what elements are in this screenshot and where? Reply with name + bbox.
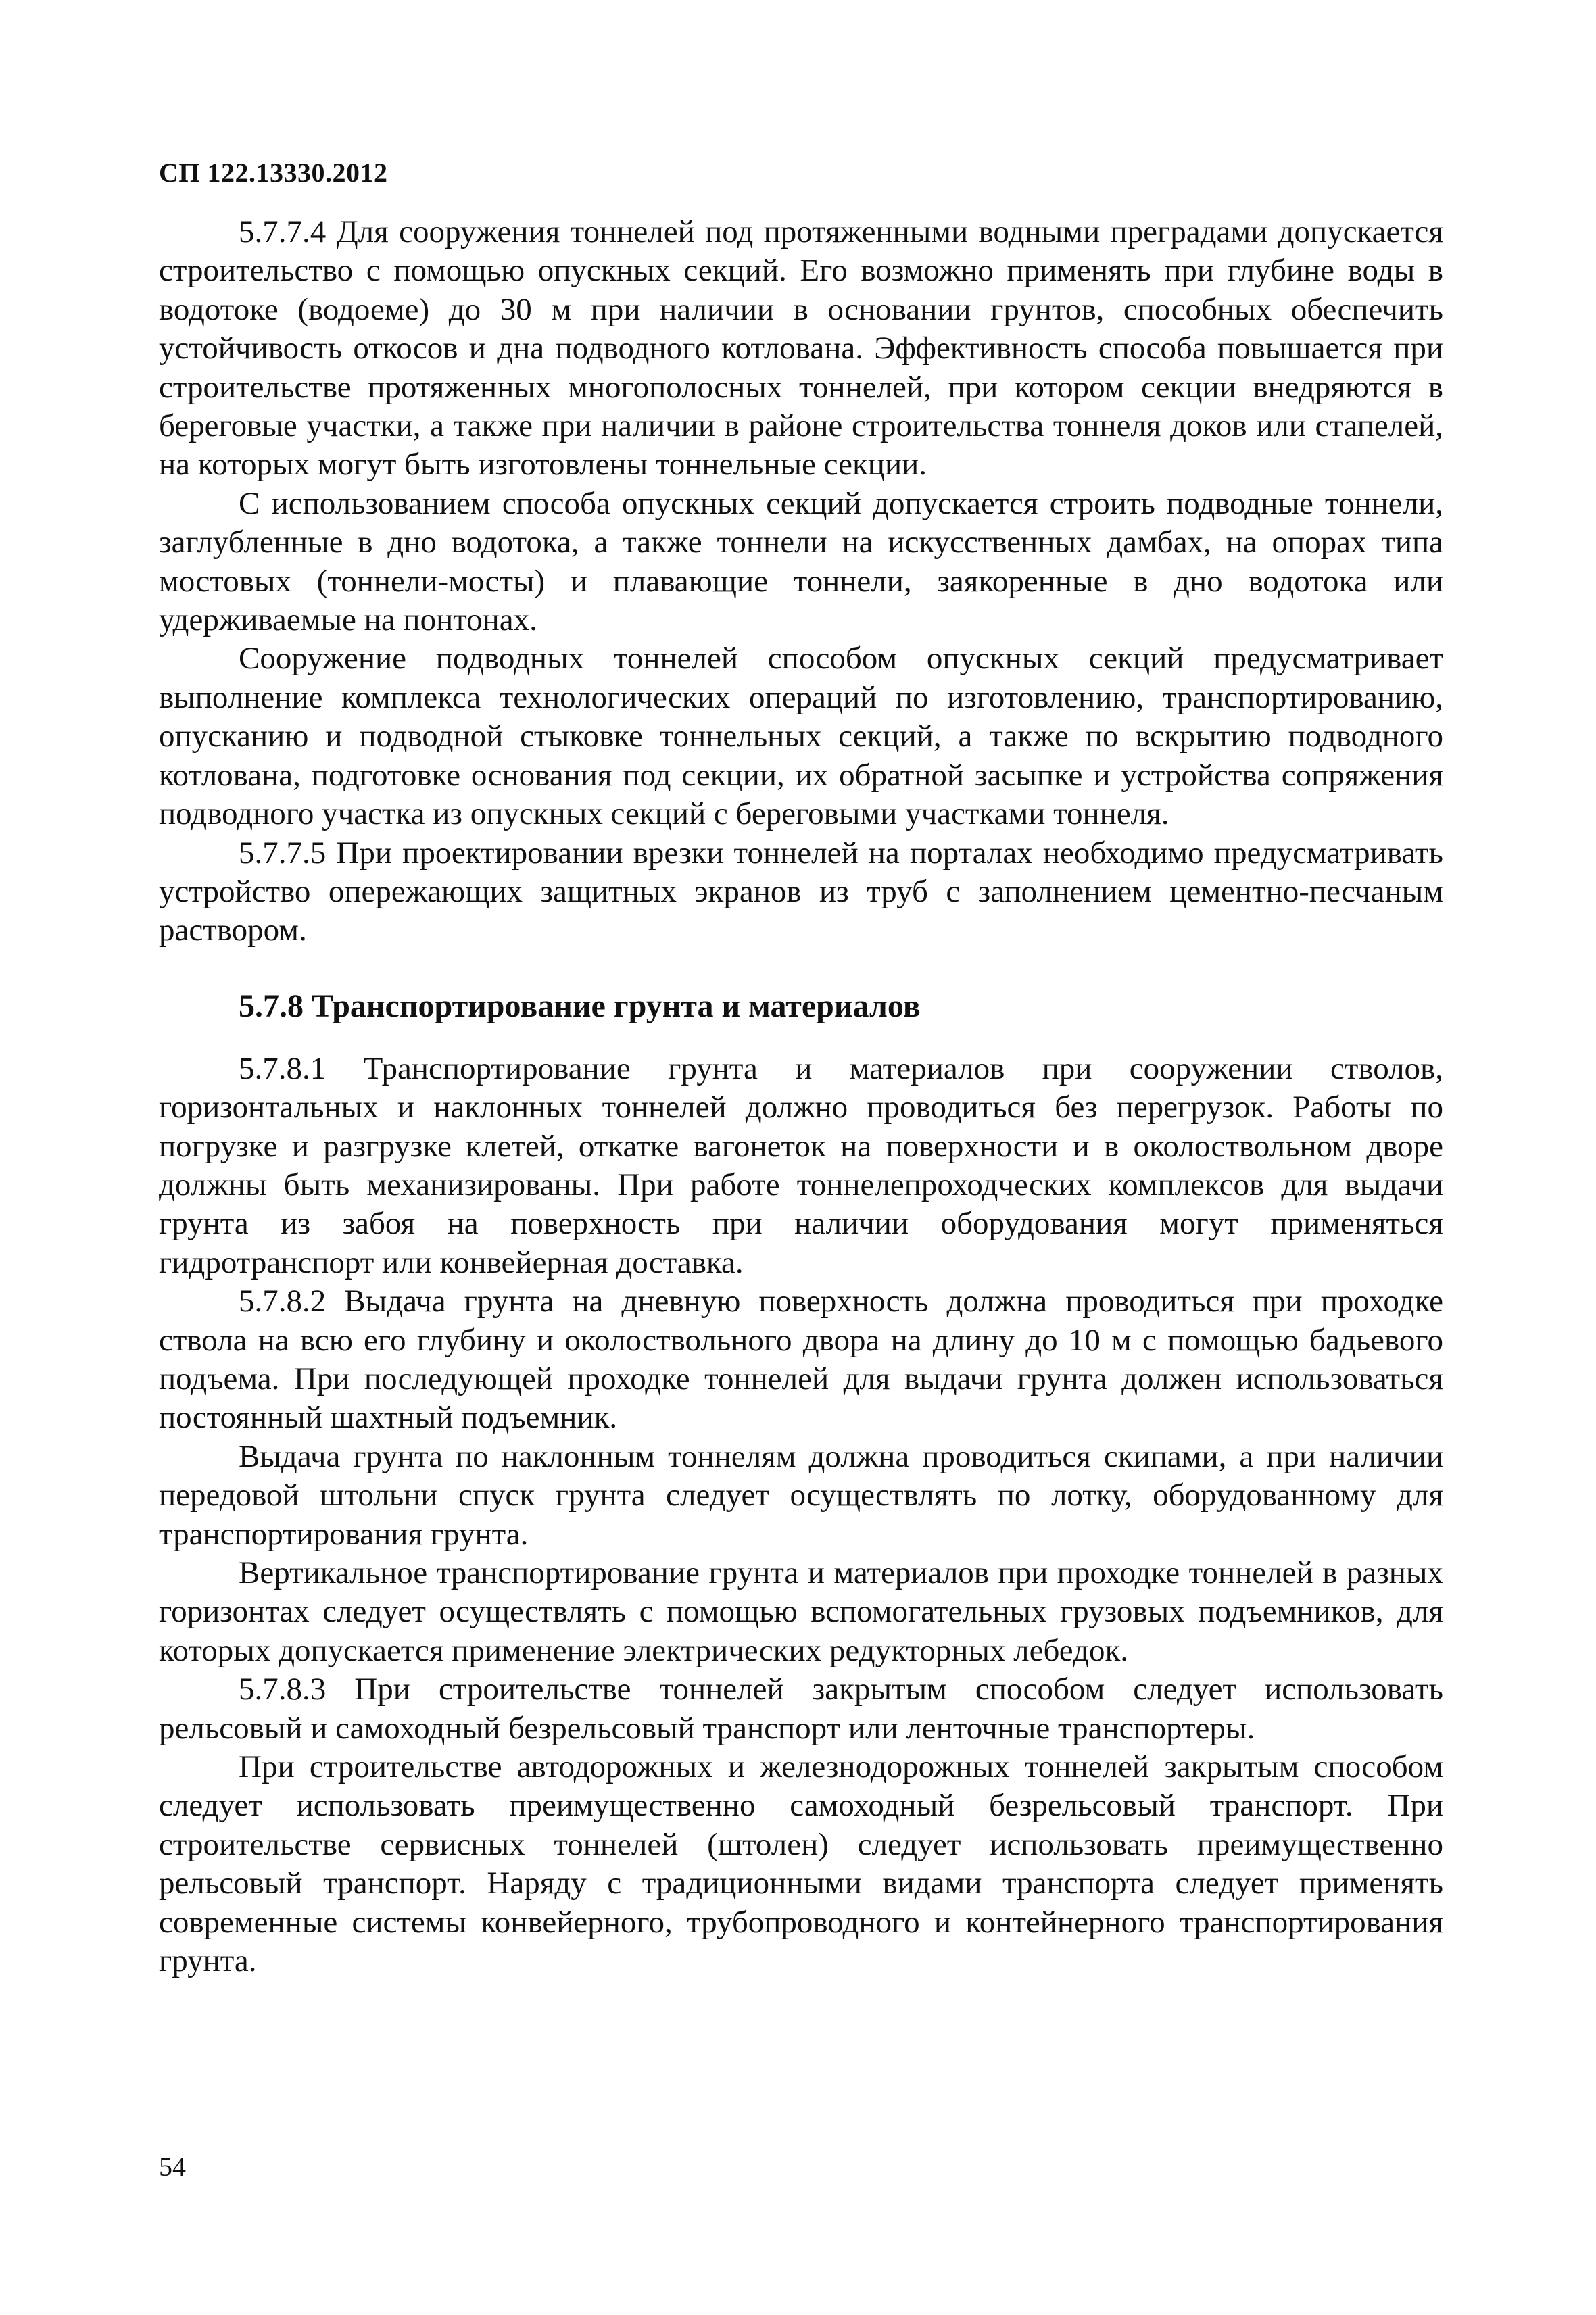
paragraph-inclined-tunnels: Выдача грунта по наклонным тоннелям должна проводиться скипами, а при наличии передовой штольни спуск грунта следует осуществлять по лотку, оборудованному для транспортирования грунта. (159, 1438, 1443, 1552)
document-code-header: СП 122.13330.2012 (159, 157, 388, 188)
paragraph-immersed-sections-operations: Сооружение подводных тоннелей способом опускных секций предусматривает выполнение комплекса технологических операций по изготовлению, транспортированию, опусканию и подводной стыковке тоннельных секций, а также по вскрытию подводного котлована, подготовке основания под секции, их обратной засыпке и устройства сопряжения подводного участка из опускных секций с береговыми участками тоннеля. (159, 641, 1443, 832)
paragraph-5-7-7-4: 5.7.7.4 Для сооружения тоннелей под протяженными водными преградами допускается строительство с помощью опускных секций. Его возможно применять при глубине воды в водотоке (водоеме) до 30 м при наличии в основании грунтов, способных обеспечить устойчивость откосов и дна подводного котлована. Эффективность способа повышается при строительстве протяженных многополосных тоннелей, при котором секции внедряются в береговые участки, а также при наличии в районе строительства тоннеля доков или стапелей, на которых могут быть изготовлены тоннельные секции. (159, 214, 1443, 483)
paragraph-immersed-sections-usage: С использованием способа опускных секций допускается строить подводные тоннели, заглубленные в дно водотока, а также тоннели на искусственных дамбах, на опорах типа мостовых (тоннели-мосты) и плавающие тоннели, заякоренные в дно водотока или удерживаемые на понтонах. (159, 485, 1443, 638)
paragraph-vertical-transport: Вертикальное транспортирование грунта и материалов при проходке тоннелей в разных горизонтах следует осуществлять с помощью вспомогательных грузовых подъемников, для которых допускается применение электрических редукторных лебедок. (159, 1555, 1443, 1668)
section-heading-5-7-8: 5.7.8 Транспортирование грунта и материалов (239, 988, 921, 1024)
page-content (159, 213, 1443, 1980)
paragraph-5-7-8-2: 5.7.8.2 Выдача грунта на дневную поверхность должна проводиться при проходке ствола на всю его глубину и околоствольного двора на длину до 10 м с помощью бадьевого подъема. При последующей проходке тоннелей для выдачи грунта должен использоваться постоянный шахтный подъемник. (159, 1284, 1443, 1436)
paragraph-5-7-7-5: 5.7.7.5 При проектировании врезки тоннелей на порталах необходимо предусматривать устройство опережающих защитных экранов из труб с заполнением цементно-песчаным раствором. (159, 835, 1443, 948)
paragraph-road-rail-tunnels: При строительстве автодорожных и железнодорожных тоннелей закрытым способом следует использовать преимущественно самоходный безрельсовый транспорт. При строительстве сервисных тоннелей (штолен) следует использовать преимущественно рельсовый транспорт. Наряду с традиционными видами транспорта следует применять современные системы конвейерного, трубопроводного и контейнерного транспортирования грунта. (159, 1749, 1443, 1979)
paragraph-5-7-8-1: 5.7.8.1 Транспортирование грунта и материалов при сооружении стволов, горизонтальных и наклонных тоннелей должно проводиться без перегрузок. Работы по погрузке и разгрузке клетей, откатке вагонеток на поверхности и в околоствольном дворе должны быть механизированы. При работе тоннелепроходческих комплексов для выдачи грунта из забоя на поверхность при наличии оборудования могут применяться гидротранспорт или конвейерная доставка. (159, 1050, 1443, 1280)
paragraph-5-7-8-3: 5.7.8.3 При строительстве тоннелей закрытым способом следует использовать рельсовый и самоходный безрельсовый транспорт или ленточные транспортеры. (159, 1672, 1443, 1746)
page-number: 54 (159, 2151, 186, 2182)
